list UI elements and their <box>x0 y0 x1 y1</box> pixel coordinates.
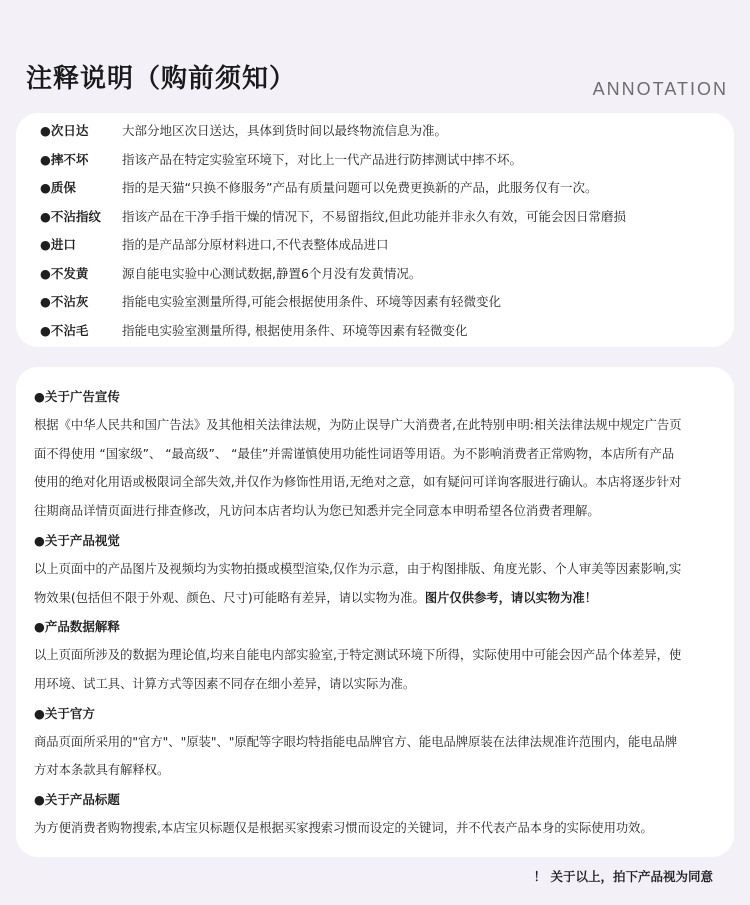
glossary-item <box>40 259 720 288</box>
notice-card <box>16 367 734 857</box>
glossary-term: ●次日达 <box>40 123 89 139</box>
advertising-line: 根据《中华人民共和国广告法》及其他相关法律法规，为防止误导广大消费者,在此特别申明:相关法律法规中规定广告页 <box>34 418 682 432</box>
page-title: 注释说明（购前须知） <box>26 64 297 94</box>
annotation-label: ANNOTATION <box>592 79 728 99</box>
visuals-line <box>34 584 720 613</box>
title-line: 为方便消费者购物搜索,本店宝贝标题仅是根据买家搜索习惯而设定的关键词，并不代表产品本身的实际使用功效。 <box>34 821 653 836</box>
page-header <box>0 0 750 110</box>
glossary-term: ●质保 <box>40 180 76 196</box>
data-line: 用环境、试工具、计算方式等因素不同存在细小差异，请以实际为准。 <box>34 676 416 691</box>
glossary-item <box>40 145 720 174</box>
glossary-term: ●不沾毛 <box>40 322 89 338</box>
glossary-definition: 指该产品在干净手指干燥的情况下，不易留指纹,但此功能并非永久有效，可能会因日常磨损 <box>122 208 626 224</box>
official-heading: ●关于官方 <box>34 705 95 721</box>
glossary-definition: 指能电实验室测量所得, 根据使用条件、环境等因素有轻微变化 <box>122 322 468 338</box>
footer-note: ！ 关于以上，拍下产品视为同意 <box>533 869 713 884</box>
glossary-list <box>40 116 720 344</box>
visuals-line-text: 物效果(包括但不限于外观、颜色、尺寸)可能略有差异，请以实物为准。 <box>34 590 425 605</box>
glossary-term: ●进口 <box>40 237 76 253</box>
advertising-heading: ●关于广告宣传 <box>34 389 120 404</box>
official-line: 方对本条款具有解释权。 <box>34 763 170 778</box>
data-heading: ●产品数据解释 <box>34 619 120 635</box>
glossary-definition: 指该产品在特定实验室环境下，对比上一代产品进行防摔测试中摔不坏。 <box>122 151 523 167</box>
glossary-item <box>40 173 720 202</box>
glossary-term: ●不发黄 <box>40 265 89 281</box>
glossary-term: ●摔不坏 <box>40 151 89 167</box>
glossary-term: ●不沾灰 <box>40 294 89 310</box>
title-heading: ●关于产品标题 <box>34 792 120 808</box>
visuals-line: 以上页面中的产品图片及视频均为实物拍摄或模型渲染,仅作为示意，由于构图排版、角度光影、个人审美等因素影响,实 <box>34 561 682 576</box>
glossary-item <box>40 202 720 231</box>
glossary-definition: 指的是天猫“只换不修服务”产品有质量问题可以免费更换新的产品，此服务仅有一次。 <box>122 180 598 196</box>
visuals-heading: ●关于产品视觉 <box>34 532 120 548</box>
glossary-item <box>40 230 720 259</box>
glossary-item <box>40 116 720 145</box>
advertising-line: 使用的绝对化用语或极限词全部失效,并仅作为修饰性用语,无绝对之意，如有疑问可详询客服进行确认。本店将逐步针对 <box>34 475 682 490</box>
notice-content <box>34 382 720 843</box>
glossary-card <box>16 113 734 347</box>
advertising-line: 面不得使用 “国家级”、 “最高级”、 “最佳”并需谨慎使用功能性词语等用语。为不影响消费者正常购物，本店所有产品 <box>34 446 675 461</box>
visuals-emphasis: 图片仅供参考，请以实物为准！ <box>424 590 597 605</box>
glossary-definition: 指能电实验室测量所得,可能会根据使用条件、环境等因素有轻微变化 <box>122 294 501 310</box>
glossary-item <box>40 287 720 316</box>
advertising-line: 往期商品详情页面进行排查修改，凡访问本店者均认为您已知悉并完全同意本申明希望各位消费者理解。 <box>34 504 600 519</box>
official-line: 商品页面所采用的"官方"、"原装"、"原配等字眼均特指能电品牌官方、能电品牌原装在法律法规准许范围内，能电品牌 <box>34 734 678 749</box>
glossary-definition: 源自能电实验中心测试数据,静置6个月没有发黄情况。 <box>122 265 422 281</box>
glossary-definition: 大部分地区次日送达，具体到货时间以最终物流信息为准。 <box>122 123 448 139</box>
glossary-item <box>40 316 720 345</box>
data-line: 以上页面所涉及的数据为理论值,均来自能电内部实验室,于特定测试环境下所得，实际使用中可能会因产品个体差异，使 <box>34 648 682 663</box>
glossary-term: ●不沾指纹 <box>40 208 101 224</box>
glossary-definition: 指的是产品部分原材料进口,不代表整体成品进口 <box>122 237 389 253</box>
